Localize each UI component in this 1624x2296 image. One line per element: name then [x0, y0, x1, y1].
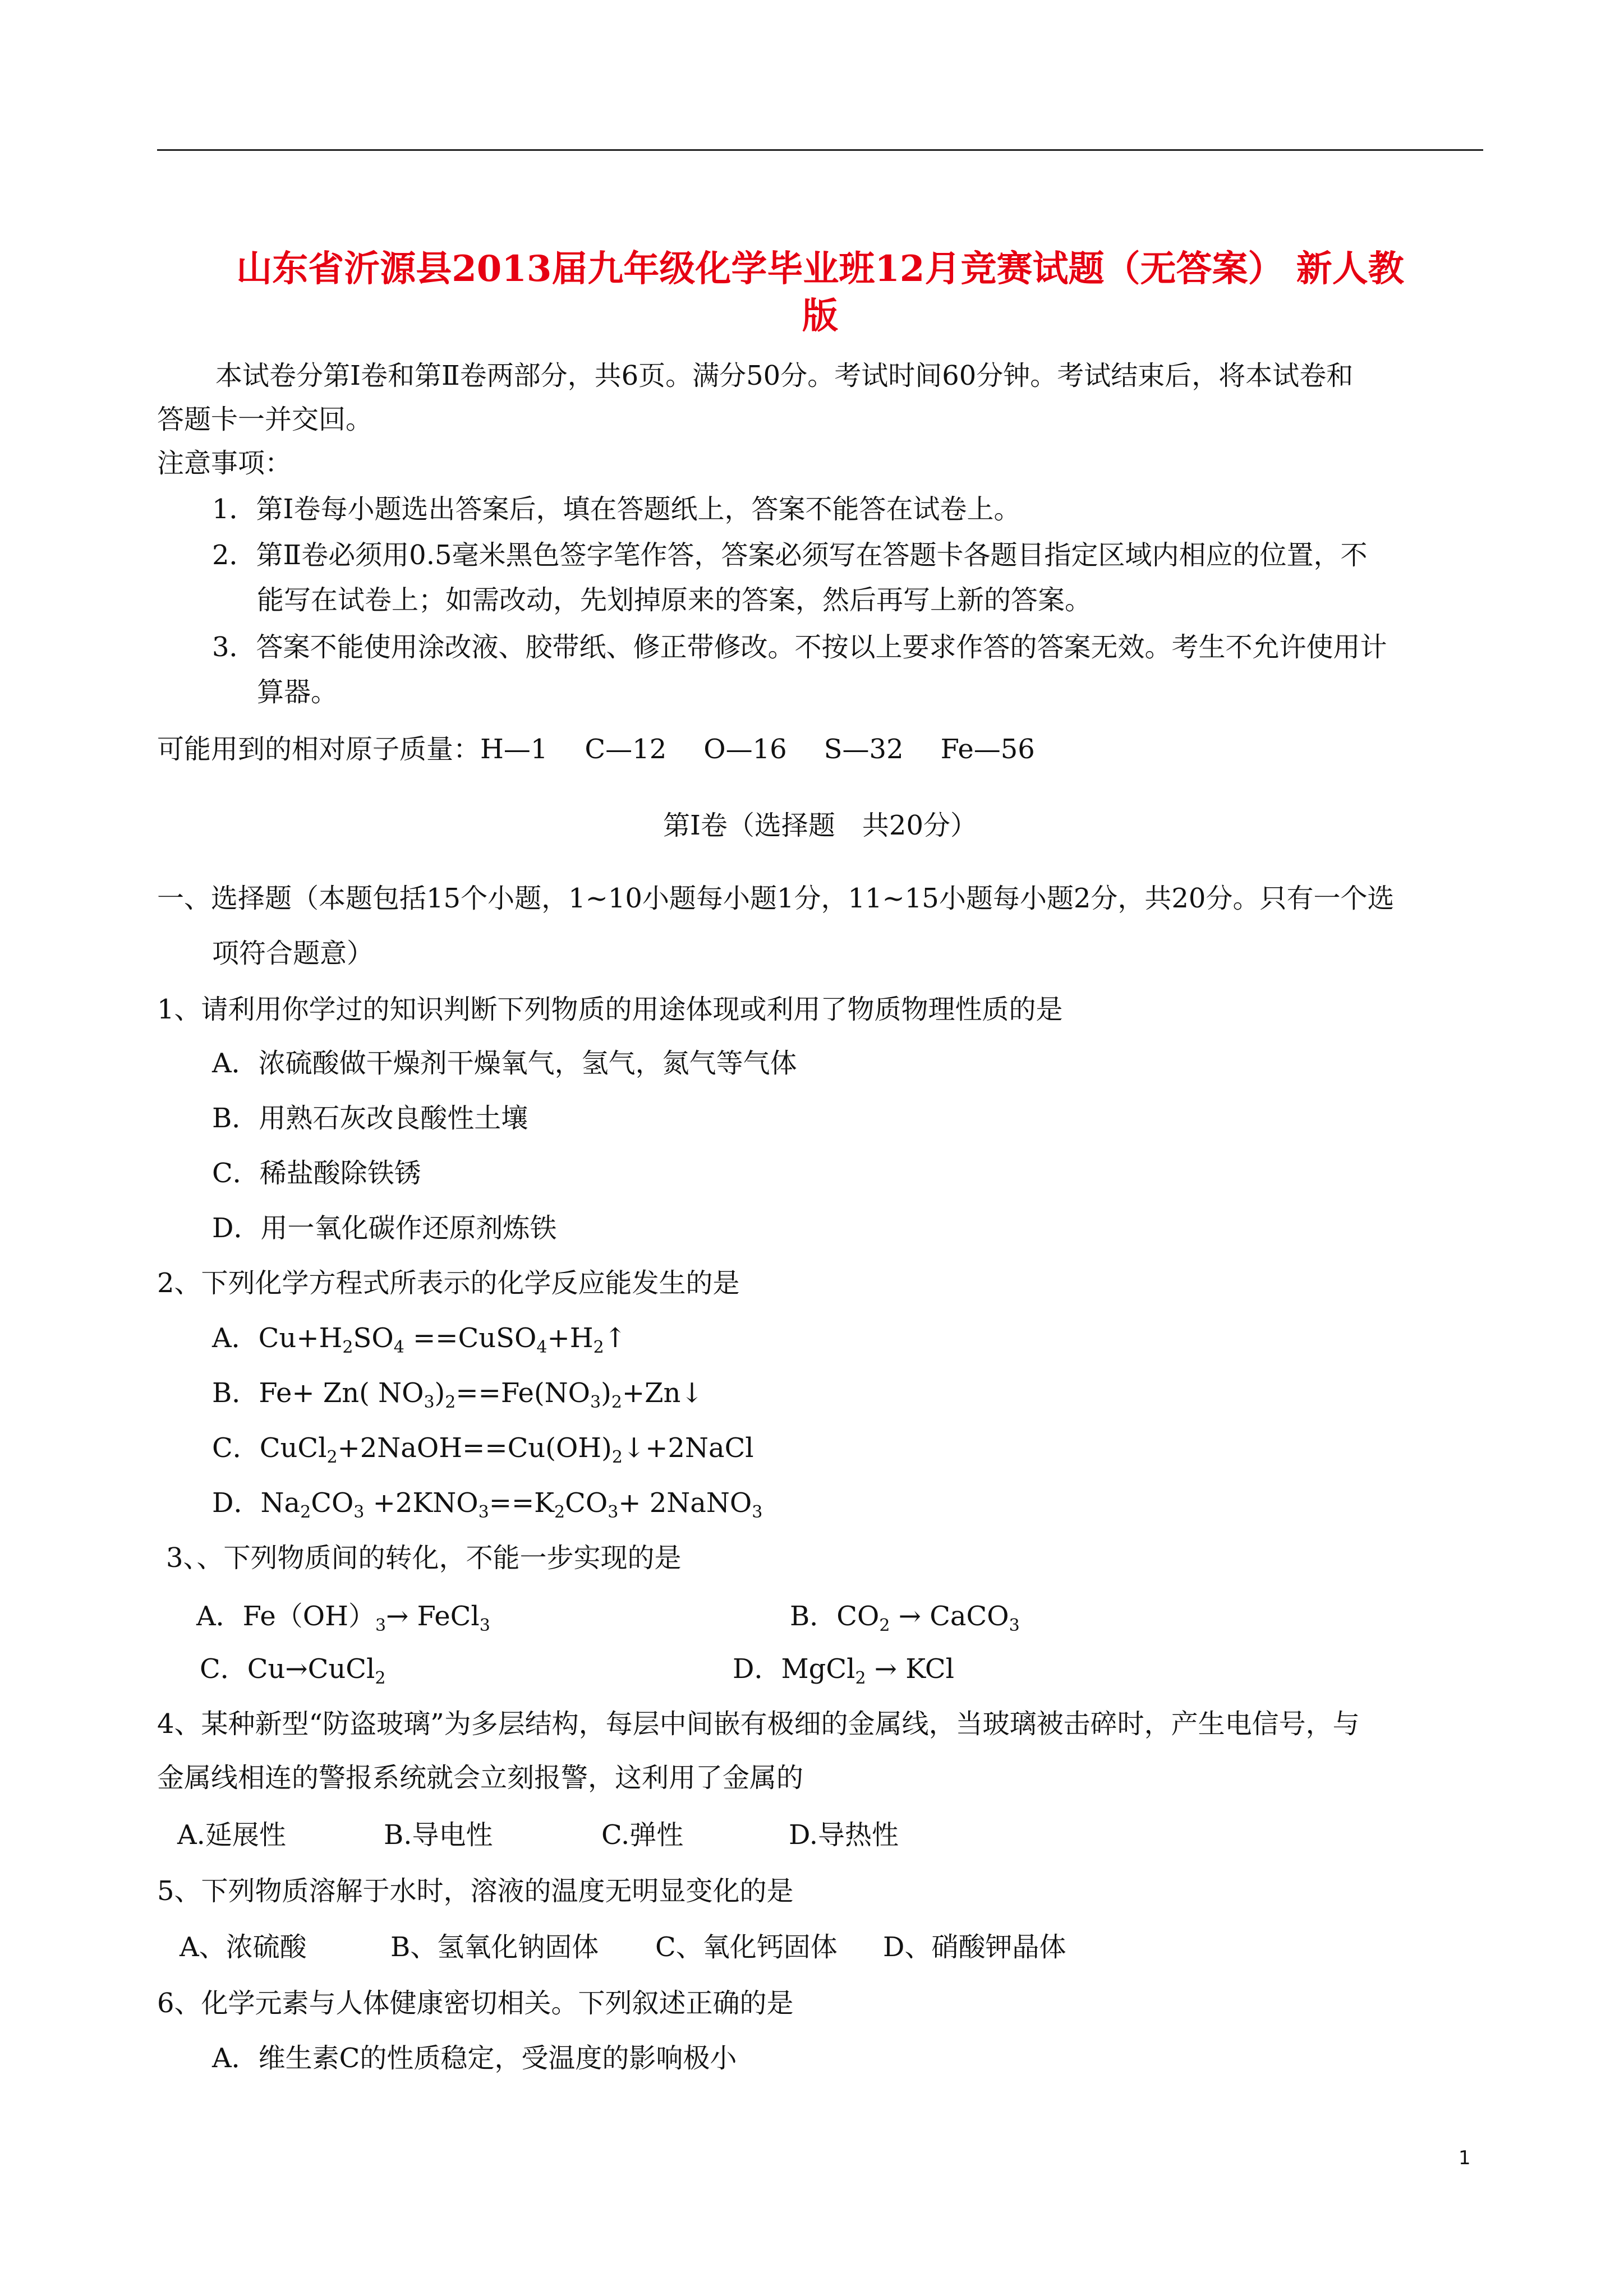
notice-item-2-line-2: 能写在试卷上；如需改动，先划掉原来的答案，然后再写上新的答案。: [257, 584, 1092, 616]
atomic-mass-s: S—32: [823, 734, 904, 765]
atomic-mass-h: H—1: [480, 734, 548, 765]
notice-item-1: 1．第Ⅰ卷每小题选出答案后，填在答题纸上，答案不能答在试卷上。: [212, 494, 1021, 525]
header-rule: [157, 149, 1483, 151]
atomic-mass-label: 可能用到的相对原子质量：: [157, 734, 481, 765]
notice-heading: 注意事项：: [157, 448, 292, 479]
page-number: 1: [1459, 2147, 1471, 2169]
question-2-option-c: C．$CuCl_2+2NaOH==Cu(OH)_2↓+2NaCl$: [212, 1432, 754, 1467]
title-line-1: 山东省沂源县2013届九年级化学毕业班12月竞赛试题（无答案） 新人教: [236, 248, 1404, 290]
question-1-option-d: D．用一氧化碳作还原剂炼铁: [212, 1212, 557, 1244]
atomic-mass-fe: Fe—56: [940, 734, 1035, 765]
notice-item-2-line-1: 2．第Ⅱ卷必须用0.5毫米黑色签字笔作答，答案必须写在答题卡各题目指定区域内相应的位置，不: [212, 540, 1368, 571]
question-2-stem: 2、下列化学方程式所表示的化学反应能发生的是: [157, 1267, 740, 1299]
section-title: 第Ⅰ卷（选择题 共20分）: [663, 810, 978, 841]
question-1-stem: 1、请利用你学过的知识判断下列物质的用途体现或利用了物质物理性质的是: [157, 994, 1063, 1025]
title-line-2: 版: [802, 295, 838, 337]
question-2-option-b: B．Fe+ Zn( $NO_3)_2==Fe(NO_3)_2+Zn↓$: [212, 1377, 703, 1412]
question-4-option-c: C.弹性: [601, 1819, 684, 1851]
question-4-stem-line-1: 4、某种新型“防盗玻璃”为多层结构，每层中间嵌有极细的金属线，当玻璃被击碎时，产生电信号，与: [157, 1708, 1360, 1740]
atomic-mass-c: C—12: [585, 734, 667, 765]
question-4-option-b: B.导电性: [384, 1819, 493, 1851]
intro-line-2: 答题卡一并交回。: [157, 404, 373, 435]
intro-line-1: 本试卷分第Ⅰ卷和第Ⅱ卷两部分，共6页。满分50分。考试时间60分钟。考试结束后，将本试卷和: [215, 360, 1354, 391]
part1-instructions-line-1: 一、选择题（本题包括15个小题，1~10小题每小题1分，11~15小题每小题2分，共20分。只有一个选: [157, 883, 1395, 914]
question-3-option-d: D．MgCl$_2$ → KCl: [733, 1653, 954, 1688]
question-5-option-c: C、氧化钙固体: [655, 1931, 838, 1963]
question-1-option-b: B．用熟石灰改良酸性土壤: [212, 1103, 528, 1134]
question-1-option-c: C．稀盐酸除铁锈: [212, 1158, 421, 1189]
document-title: [157, 246, 1483, 340]
question-5-stem: 5、下列物质溶解于水时，溶液的温度无明显变化的是: [157, 1875, 794, 1907]
part1-instructions-line-2: 项符合题意）: [212, 938, 374, 969]
question-1-option-a: A．浓硫酸做干燥剂干燥氧气，氢气，氮气等气体: [212, 1048, 797, 1079]
question-3-option-a: A．$Fe(OH)_3\to$ FeCl$_3$: [196, 1601, 490, 1635]
question-6-stem: 6、化学元素与人体健康密切相关。下列叙述正确的是: [157, 1988, 794, 2019]
question-5-option-a: A、浓硫酸: [180, 1931, 307, 1963]
question-4-option-d: D.导热性: [789, 1819, 899, 1851]
question-3-stem: 3、、下列物质间的转化，不能一步实现的是: [166, 1542, 682, 1574]
notice-item-3-line-1: 3．答案不能使用涂改液、胶带纸、修正带修改。不按以上要求作答的答案无效。考生不允许使用计: [212, 631, 1387, 663]
question-2-option-a: A．$Cu+H_2SO_4$ $==CuSO_4+H_2↑$: [212, 1322, 627, 1357]
question-4-stem-line-2: 金属线相连的警报系统就会立刻报警，这利用了金属的: [157, 1762, 804, 1794]
atomic-mass-line: [157, 732, 1072, 766]
question-3-option-c: C．Cu→CuCl$_2$: [200, 1653, 386, 1688]
question-5-option-b: B、氢氧化钠固体: [390, 1931, 599, 1963]
atomic-mass-o: O—16: [703, 734, 787, 765]
question-2-option-d: D．$Na_2CO_3 +2KNO_3==K_2CO_3+$ 2NaNO$_3$: [212, 1487, 763, 1522]
question-3-option-b: B．$CO_2$ → CaCO$_3$: [790, 1601, 1020, 1635]
notice-item-3-line-2: 算器。: [257, 676, 338, 708]
question-4-option-a: A.延展性: [177, 1819, 286, 1851]
question-5-option-d: D、硝酸钾晶体: [883, 1931, 1066, 1963]
question-6-option-a: A．维生素C的性质稳定，受温度的影响极小: [212, 2043, 737, 2074]
